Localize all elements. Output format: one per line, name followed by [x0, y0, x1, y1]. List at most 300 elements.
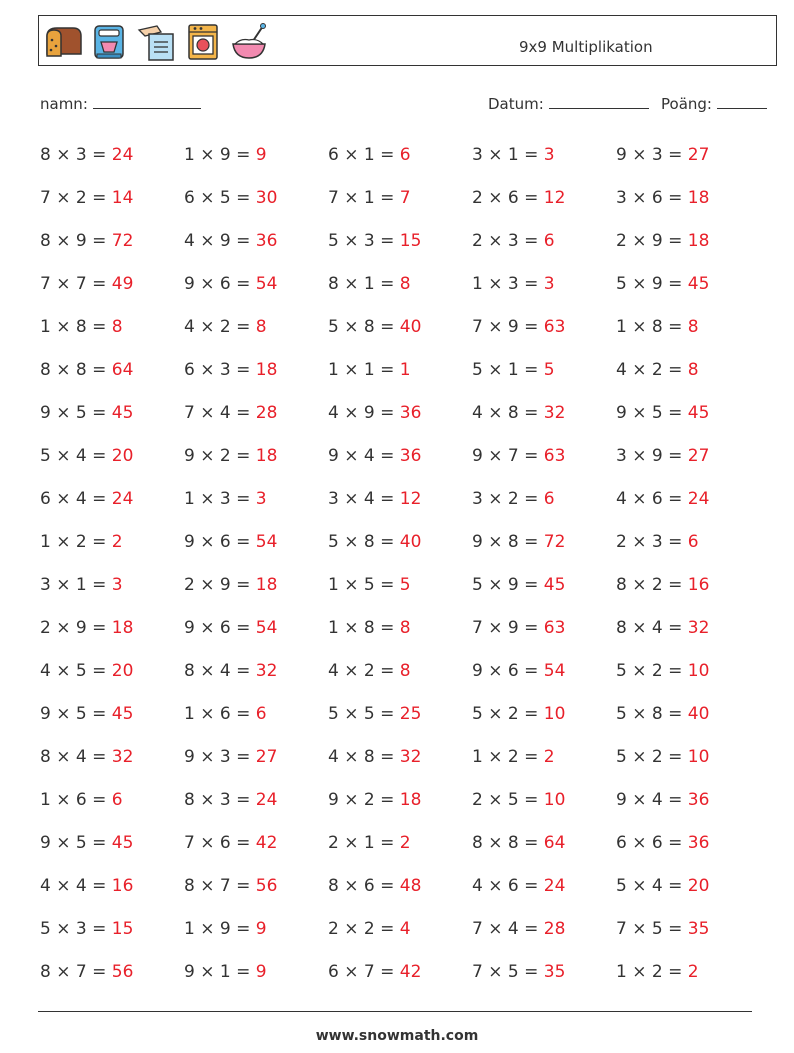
problem-question: 6 × 5 = [184, 188, 256, 208]
problem-cell [616, 310, 699, 344]
problem-question: 9 × 2 = [184, 446, 256, 466]
problem-answer: 45 [687, 403, 710, 423]
problem-cell [616, 912, 709, 946]
problem-question: 8 × 1 = [328, 274, 400, 294]
problem-question: 3 × 4 = [328, 489, 400, 509]
problem-question: 5 × 4 = [40, 446, 112, 466]
problem-question: 4 × 6 = [616, 489, 688, 509]
problem-answer: 18 [255, 575, 278, 595]
problem-cell [40, 396, 133, 430]
problem-answer: 6 [399, 145, 411, 165]
problem-cell [616, 439, 709, 473]
problem-question: 8 × 4 = [184, 661, 256, 681]
name-label: namn: [40, 95, 88, 113]
problem-answer: 15 [111, 919, 134, 939]
problem-row [40, 224, 760, 267]
problem-question: 4 × 2 = [184, 317, 256, 337]
problem-question: 4 × 8 = [472, 403, 544, 423]
problem-cell [472, 310, 565, 344]
problem-row [40, 654, 760, 697]
date-label: Datum: [488, 95, 544, 113]
problem-cell [616, 482, 709, 516]
problem-question: 9 × 5 = [40, 704, 112, 724]
problem-answer: 49 [111, 274, 134, 294]
problem-cell [472, 912, 565, 946]
problem-cell [328, 138, 411, 172]
problem-answer: 20 [111, 446, 134, 466]
problem-cell [328, 654, 411, 688]
problem-cell [616, 697, 709, 731]
problem-answer: 4 [399, 919, 411, 939]
problem-cell [40, 482, 133, 516]
problem-answer: 54 [255, 274, 278, 294]
problem-answer: 18 [687, 188, 710, 208]
problem-cell [616, 224, 709, 258]
problem-question: 9 × 4 = [328, 446, 400, 466]
problem-cell [328, 826, 411, 860]
problem-question: 8 × 8 = [472, 833, 544, 853]
problem-question: 1 × 2 = [40, 532, 112, 552]
problem-cell [40, 955, 133, 989]
problem-row [40, 869, 760, 912]
problem-row [40, 568, 760, 611]
problem-answer: 32 [543, 403, 566, 423]
problem-cell [616, 568, 709, 602]
problem-cell [328, 396, 421, 430]
problem-answer: 25 [399, 704, 422, 724]
date-field[interactable] [488, 94, 649, 113]
problem-answer: 32 [255, 661, 278, 681]
problem-answer: 27 [687, 145, 710, 165]
problem-cell [328, 955, 421, 989]
problem-cell [616, 654, 709, 688]
problem-cell [328, 353, 411, 387]
problem-row [40, 482, 760, 525]
problem-cell [472, 869, 565, 903]
problem-cell [184, 654, 277, 688]
name-blank[interactable] [93, 94, 201, 109]
problem-cell [616, 525, 699, 559]
problem-cell [40, 654, 133, 688]
problem-answer: 64 [543, 833, 566, 853]
oven-icon [183, 22, 223, 62]
problem-answer: 7 [399, 188, 411, 208]
problem-answer: 63 [543, 317, 566, 337]
problem-answer: 24 [687, 489, 710, 509]
problem-cell [40, 439, 133, 473]
problem-question: 5 × 2 = [472, 704, 544, 724]
problem-question: 2 × 9 = [40, 618, 112, 638]
problem-question: 9 × 5 = [40, 403, 112, 423]
problem-answer: 40 [399, 532, 422, 552]
problem-question: 1 × 9 = [184, 145, 256, 165]
problem-answer: 16 [111, 876, 134, 896]
problem-answer: 8 [687, 360, 699, 380]
problem-answer: 18 [687, 231, 710, 251]
problem-answer: 36 [687, 833, 710, 853]
problem-question: 2 × 3 = [616, 532, 688, 552]
problem-answer: 10 [687, 661, 710, 681]
problem-cell [184, 439, 277, 473]
problem-question: 3 × 1 = [40, 575, 112, 595]
problem-question: 6 × 4 = [40, 489, 112, 509]
problem-answer: 42 [255, 833, 278, 853]
problem-cell [184, 697, 267, 731]
problem-answer: 56 [255, 876, 278, 896]
problem-cell [616, 181, 709, 215]
problem-cell [40, 740, 133, 774]
problem-row [40, 826, 760, 869]
problem-question: 1 × 3 = [472, 274, 544, 294]
problem-question: 1 × 8 = [328, 618, 400, 638]
problem-cell [616, 396, 709, 430]
problem-answer: 8 [399, 661, 411, 681]
problem-cell [328, 912, 411, 946]
problem-answer: 10 [687, 747, 710, 767]
problem-cell [184, 396, 277, 430]
problem-cell [40, 783, 123, 817]
problem-question: 9 × 5 = [616, 403, 688, 423]
problem-question: 3 × 1 = [472, 145, 544, 165]
problem-answer: 24 [543, 876, 566, 896]
problem-row [40, 912, 760, 955]
problem-question: 7 × 1 = [328, 188, 400, 208]
problem-question: 7 × 2 = [40, 188, 112, 208]
problem-cell [328, 267, 411, 301]
problem-answer: 64 [111, 360, 134, 380]
header-box [38, 15, 777, 66]
problem-answer: 42 [399, 962, 422, 982]
problem-cell [184, 224, 277, 258]
problem-answer: 35 [687, 919, 710, 939]
problem-question: 6 × 6 = [616, 833, 688, 853]
problem-question: 2 × 1 = [328, 833, 400, 853]
problem-row [40, 611, 760, 654]
problem-question: 8 × 8 = [40, 360, 112, 380]
date-blank[interactable] [549, 94, 649, 109]
problem-question: 5 × 4 = [616, 876, 688, 896]
problem-cell [472, 697, 565, 731]
name-field[interactable] [40, 94, 201, 113]
problem-cell [328, 181, 411, 215]
problem-question: 2 × 2 = [328, 919, 400, 939]
problem-question: 8 × 4 = [40, 747, 112, 767]
problem-cell [472, 525, 565, 559]
problem-question: 5 × 3 = [40, 919, 112, 939]
problem-cell [184, 138, 267, 172]
problem-answer: 8 [687, 317, 699, 337]
problem-question: 1 × 8 = [616, 317, 688, 337]
footer-site: www.snowmath.com [315, 1028, 479, 1044]
problem-cell [472, 611, 565, 645]
problem-cell [328, 740, 421, 774]
problem-answer: 8 [399, 274, 411, 294]
problem-answer: 18 [255, 360, 278, 380]
problem-answer: 45 [543, 575, 566, 595]
problem-question: 9 × 6 = [472, 661, 544, 681]
problem-answer: 45 [111, 833, 134, 853]
problem-answer: 28 [543, 919, 566, 939]
problem-cell [184, 611, 277, 645]
problem-question: 8 × 3 = [184, 790, 256, 810]
problem-row [40, 310, 760, 353]
problem-cell [472, 138, 555, 172]
problem-question: 1 × 8 = [40, 317, 112, 337]
problem-cell [40, 224, 133, 258]
problem-question: 1 × 2 = [472, 747, 544, 767]
problem-cell [616, 869, 709, 903]
problem-answer: 63 [543, 618, 566, 638]
score-field[interactable] [661, 94, 767, 113]
problem-cell [472, 740, 555, 774]
problem-answer: 15 [399, 231, 422, 251]
problem-answer: 6 [543, 231, 555, 251]
problem-cell [616, 826, 709, 860]
problem-row [40, 783, 760, 826]
problem-question: 7 × 4 = [184, 403, 256, 423]
problem-answer: 27 [687, 446, 710, 466]
problem-cell [616, 783, 709, 817]
problem-cell [328, 482, 421, 516]
problem-answer: 48 [399, 876, 422, 896]
problem-answer: 36 [399, 403, 422, 423]
problem-question: 8 × 4 = [616, 618, 688, 638]
problem-cell [616, 611, 709, 645]
problem-question: 5 × 3 = [328, 231, 400, 251]
problem-question: 8 × 2 = [616, 575, 688, 595]
problem-question: 7 × 4 = [472, 919, 544, 939]
problem-row [40, 697, 760, 740]
problem-question: 1 × 6 = [184, 704, 256, 724]
problem-cell [184, 568, 277, 602]
problem-question: 9 × 1 = [184, 962, 256, 982]
problem-row [40, 181, 760, 224]
score-blank[interactable] [717, 94, 767, 109]
problem-row [40, 955, 760, 998]
problem-answer: 45 [687, 274, 710, 294]
problem-cell [616, 353, 699, 387]
problem-answer: 20 [111, 661, 134, 681]
problem-question: 4 × 9 = [184, 231, 256, 251]
problem-cell [616, 955, 699, 989]
problem-answer: 63 [543, 446, 566, 466]
problem-answer: 72 [543, 532, 566, 552]
problem-row [40, 740, 760, 783]
problem-question: 5 × 8 = [328, 532, 400, 552]
problem-answer: 3 [543, 145, 555, 165]
problem-answer: 32 [687, 618, 710, 638]
problem-question: 5 × 9 = [616, 274, 688, 294]
problem-answer: 45 [111, 704, 134, 724]
problem-cell [328, 439, 421, 473]
problem-row [40, 138, 760, 181]
problem-answer: 35 [543, 962, 566, 982]
problem-answer: 54 [543, 661, 566, 681]
problem-question: 5 × 5 = [328, 704, 400, 724]
problem-cell [472, 955, 565, 989]
problem-question: 3 × 6 = [616, 188, 688, 208]
problem-cell [40, 611, 133, 645]
problem-cell [40, 310, 123, 344]
problem-cell [184, 310, 267, 344]
problem-answer: 54 [255, 532, 278, 552]
problem-cell [472, 654, 565, 688]
problem-question: 7 × 5 = [472, 962, 544, 982]
problem-answer: 12 [399, 489, 422, 509]
problem-cell [184, 783, 277, 817]
problem-question: 4 × 8 = [328, 747, 400, 767]
problem-question: 2 × 9 = [616, 231, 688, 251]
problem-cell [328, 224, 421, 258]
problem-cell [328, 525, 421, 559]
problem-answer: 24 [111, 489, 134, 509]
problem-question: 5 × 1 = [472, 360, 544, 380]
problem-cell [184, 955, 267, 989]
problem-cell [472, 439, 565, 473]
problem-question: 1 × 9 = [184, 919, 256, 939]
problem-row [40, 267, 760, 310]
problem-question: 9 × 7 = [472, 446, 544, 466]
problem-answer: 2 [399, 833, 411, 853]
problem-answer: 3 [111, 575, 123, 595]
problem-cell [328, 611, 411, 645]
problem-cell [472, 224, 555, 258]
problem-cell [472, 783, 565, 817]
problem-question: 7 × 5 = [616, 919, 688, 939]
problem-cell [472, 267, 555, 301]
problem-answer: 18 [111, 618, 134, 638]
problem-question: 1 × 6 = [40, 790, 112, 810]
problem-answer: 8 [111, 317, 123, 337]
problem-answer: 28 [255, 403, 278, 423]
problem-answer: 5 [543, 360, 555, 380]
problem-answer: 36 [399, 446, 422, 466]
problem-question: 4 × 5 = [40, 661, 112, 681]
problem-cell [40, 697, 133, 731]
problem-cell [328, 568, 411, 602]
problem-question: 4 × 6 = [472, 876, 544, 896]
problem-answer: 2 [543, 747, 555, 767]
problem-question: 9 × 2 = [328, 790, 400, 810]
problem-cell [184, 740, 277, 774]
problem-answer: 40 [399, 317, 422, 337]
problem-question: 5 × 2 = [616, 661, 688, 681]
problem-question: 5 × 2 = [616, 747, 688, 767]
problem-answer: 12 [543, 188, 566, 208]
problem-question: 4 × 2 = [328, 661, 400, 681]
problem-cell [472, 396, 565, 430]
problem-question: 3 × 9 = [616, 446, 688, 466]
problem-cell [40, 869, 133, 903]
problem-question: 1 × 1 = [328, 360, 400, 380]
problem-answer: 54 [255, 618, 278, 638]
problem-question: 7 × 9 = [472, 317, 544, 337]
problem-question: 2 × 6 = [472, 188, 544, 208]
problem-cell [472, 482, 555, 516]
problem-answer: 6 [543, 489, 555, 509]
problem-cell [328, 697, 421, 731]
score-label: Poäng: [661, 95, 712, 113]
problem-question: 8 × 7 = [40, 962, 112, 982]
problem-answer: 5 [399, 575, 411, 595]
problem-cell [184, 525, 277, 559]
problem-question: 7 × 9 = [472, 618, 544, 638]
problem-question: 2 × 9 = [184, 575, 256, 595]
problem-answer: 36 [255, 231, 278, 251]
problem-cell [40, 138, 133, 172]
problem-question: 5 × 9 = [472, 575, 544, 595]
problem-question: 2 × 3 = [472, 231, 544, 251]
problem-answer: 24 [255, 790, 278, 810]
problem-cell [472, 181, 565, 215]
problem-answer: 10 [543, 704, 566, 724]
problem-cell [328, 783, 421, 817]
problem-question: 6 × 1 = [328, 145, 400, 165]
problem-answer: 24 [111, 145, 134, 165]
problem-cell [40, 267, 133, 301]
problem-answer: 9 [255, 145, 267, 165]
problem-cell [184, 869, 277, 903]
problem-question: 9 × 3 = [184, 747, 256, 767]
problem-answer: 2 [687, 962, 699, 982]
problem-question: 9 × 8 = [472, 532, 544, 552]
problem-answer: 40 [687, 704, 710, 724]
problem-answer: 56 [111, 962, 134, 982]
problem-cell [616, 138, 709, 172]
problem-answer: 1 [399, 360, 411, 380]
problem-cell [184, 482, 267, 516]
problem-question: 7 × 6 = [184, 833, 256, 853]
problem-answer: 30 [255, 188, 278, 208]
problem-cell [616, 267, 709, 301]
problem-answer: 9 [255, 962, 267, 982]
problem-cell [184, 267, 277, 301]
bread-icon [43, 22, 83, 62]
problem-answer: 3 [543, 274, 555, 294]
problem-answer: 45 [111, 403, 134, 423]
problem-cell [616, 740, 709, 774]
problem-question: 1 × 3 = [184, 489, 256, 509]
problem-answer: 8 [399, 618, 411, 638]
problem-cell [472, 826, 565, 860]
problem-question: 4 × 9 = [328, 403, 400, 423]
problem-answer: 20 [687, 876, 710, 896]
problem-question: 9 × 6 = [184, 618, 256, 638]
problem-answer: 32 [111, 747, 134, 767]
problem-question: 9 × 3 = [616, 145, 688, 165]
problem-answer: 36 [687, 790, 710, 810]
problem-question: 1 × 5 = [328, 575, 400, 595]
problem-question: 4 × 4 = [40, 876, 112, 896]
problem-question: 6 × 7 = [328, 962, 400, 982]
problem-answer: 6 [687, 532, 699, 552]
problem-cell [184, 912, 267, 946]
problem-question: 1 × 2 = [616, 962, 688, 982]
problem-cell [40, 826, 133, 860]
footer-divider [38, 1011, 752, 1012]
problem-row [40, 439, 760, 482]
problem-question: 9 × 6 = [184, 274, 256, 294]
problem-answer: 6 [111, 790, 123, 810]
problem-cell [40, 525, 123, 559]
problem-row [40, 396, 760, 439]
problem-cell [40, 353, 133, 387]
problem-question: 6 × 3 = [184, 360, 256, 380]
problem-answer: 8 [255, 317, 267, 337]
problem-question: 8 × 7 = [184, 876, 256, 896]
problem-cell [40, 912, 133, 946]
problem-cell [472, 568, 565, 602]
